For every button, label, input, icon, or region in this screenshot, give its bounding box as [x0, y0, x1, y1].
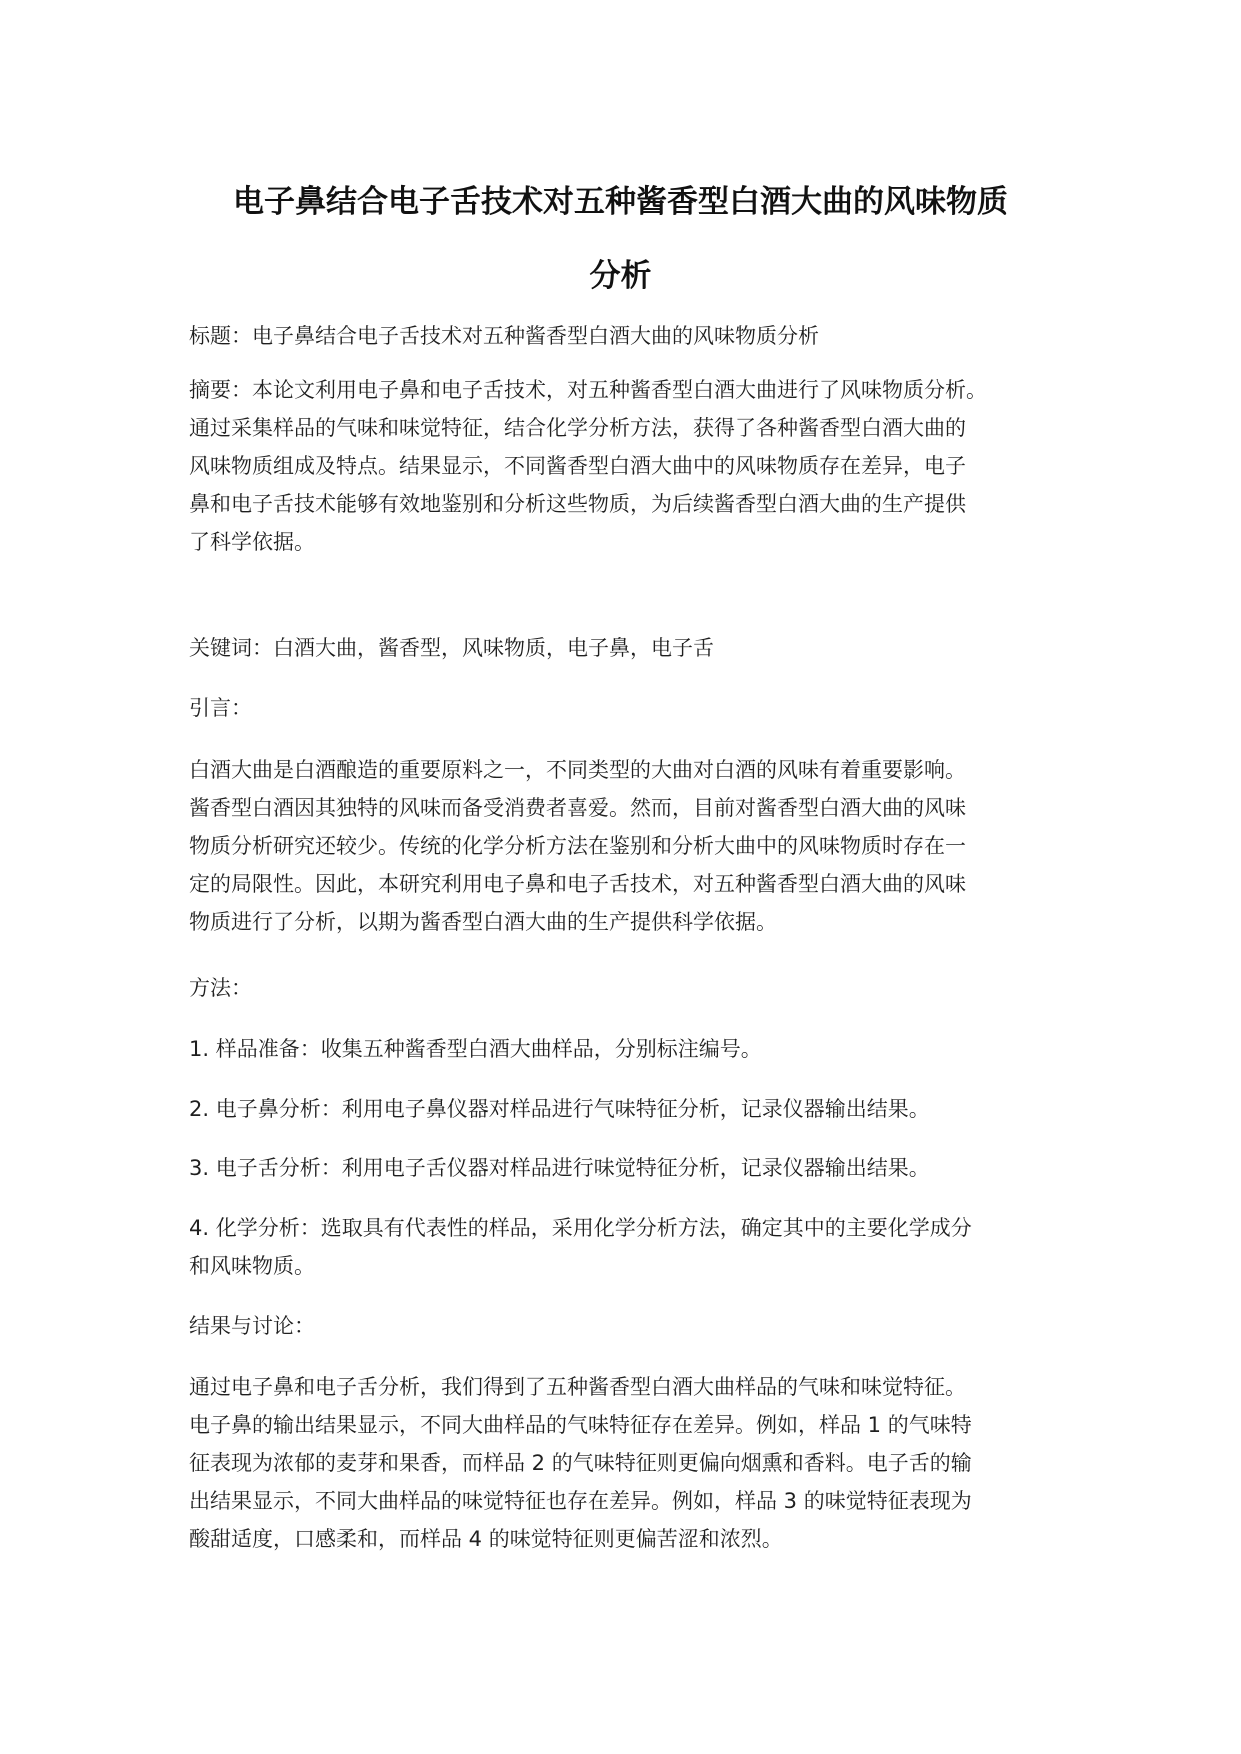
- text-line: 3. 电子舌分析：利用电子舌仪器对样品进行味觉特征分析，记录仪器输出结果。: [189, 1156, 930, 1180]
- text-line: 白酒大曲是白酒酿造的重要原料之一，不同类型的大曲对白酒的风味有着重要影响。: [189, 758, 966, 782]
- text-line: 酸甜适度，口感柔和，而样品 4 的味觉特征则更偏苦涩和浓烈。: [189, 1527, 783, 1551]
- abstract-paragraph: [189, 371, 1089, 561]
- text-line: 征表现为浓郁的麦芽和果香，而样品 2 的气味特征则更偏向烟熏和香料。电子舌的输: [189, 1451, 972, 1475]
- text-line: 电子鼻的输出结果显示，不同大曲样品的气味特征存在差异。例如，样品 1 的气味特: [189, 1413, 972, 1437]
- text-line: 1. 样品准备：收集五种酱香型白酒大曲样品，分别标注编号。: [189, 1037, 762, 1061]
- text-line: 定的局限性。因此，本研究利用电子鼻和电子舌技术，对五种酱香型白酒大曲的风味: [189, 872, 966, 896]
- text-line: 4. 化学分析：选取具有代表性的样品，采用化学分析方法，确定其中的主要化学成分: [189, 1216, 972, 1240]
- text-line: 通过采集样品的气味和味觉特征，结合化学分析方法，获得了各种酱香型白酒大曲的: [189, 416, 966, 440]
- text-line: 和风味物质。: [189, 1254, 315, 1278]
- method-item-1: [189, 1030, 1089, 1068]
- text-line: 摘要：本论文利用电子鼻和电子舌技术，对五种酱香型白酒大曲进行了风味物质分析。: [189, 378, 987, 402]
- results-heading: [189, 1307, 1089, 1345]
- text-line: 了科学依据。: [189, 530, 315, 554]
- text-line: 关键词：白酒大曲，酱香型，风味物质，电子鼻，电子舌: [189, 636, 714, 660]
- text-line: 标题：电子鼻结合电子舌技术对五种酱香型白酒大曲的风味物质分析: [189, 324, 819, 348]
- text-line: 物质进行了分析，以期为酱香型白酒大曲的生产提供科学依据。: [189, 910, 777, 934]
- text-line: 出结果显示，不同大曲样品的味觉特征也存在差异。例如，样品 3 的味觉特征表现为: [189, 1489, 972, 1513]
- method-item-4: [189, 1209, 1089, 1285]
- method-item-3: [189, 1149, 1089, 1187]
- results-paragraph: [189, 1368, 1089, 1558]
- document-title-line-1: 电子鼻结合电子舌技术对五种酱香型白酒大曲的风味物质: [233, 184, 1008, 220]
- text-line: 鼻和电子舌技术能够有效地鉴别和分析这些物质，为后续酱香型白酒大曲的生产提供: [189, 492, 966, 516]
- text-line: 酱香型白酒因其独特的风味而备受消费者喜爱。然而，目前对酱香型白酒大曲的风味: [189, 796, 966, 820]
- intro-paragraph: [189, 751, 1089, 941]
- keywords-paragraph: [189, 629, 1089, 667]
- text-line: 引言：: [189, 696, 252, 720]
- methods-heading: [189, 969, 1089, 1007]
- intro-heading: [189, 689, 1089, 727]
- text-line: 通过电子鼻和电子舌分析，我们得到了五种酱香型白酒大曲样品的气味和味觉特征。: [189, 1375, 966, 1399]
- text-line: 2. 电子鼻分析：利用电子鼻仪器对样品进行气味特征分析，记录仪器输出结果。: [189, 1097, 930, 1121]
- document-title-line-2: 分析: [589, 258, 652, 294]
- text-line: 风味物质组成及特点。结果显示，不同酱香型白酒大曲中的风味物质存在差异，电子: [189, 454, 966, 478]
- title-label-paragraph: [189, 317, 1089, 355]
- method-item-2: [189, 1090, 1089, 1128]
- text-line: 方法：: [189, 976, 252, 1000]
- text-line: 物质分析研究还较少。传统的化学分析方法在鉴别和分析大曲中的风味物质时存在一: [189, 834, 966, 858]
- text-line: 结果与讨论：: [189, 1314, 315, 1338]
